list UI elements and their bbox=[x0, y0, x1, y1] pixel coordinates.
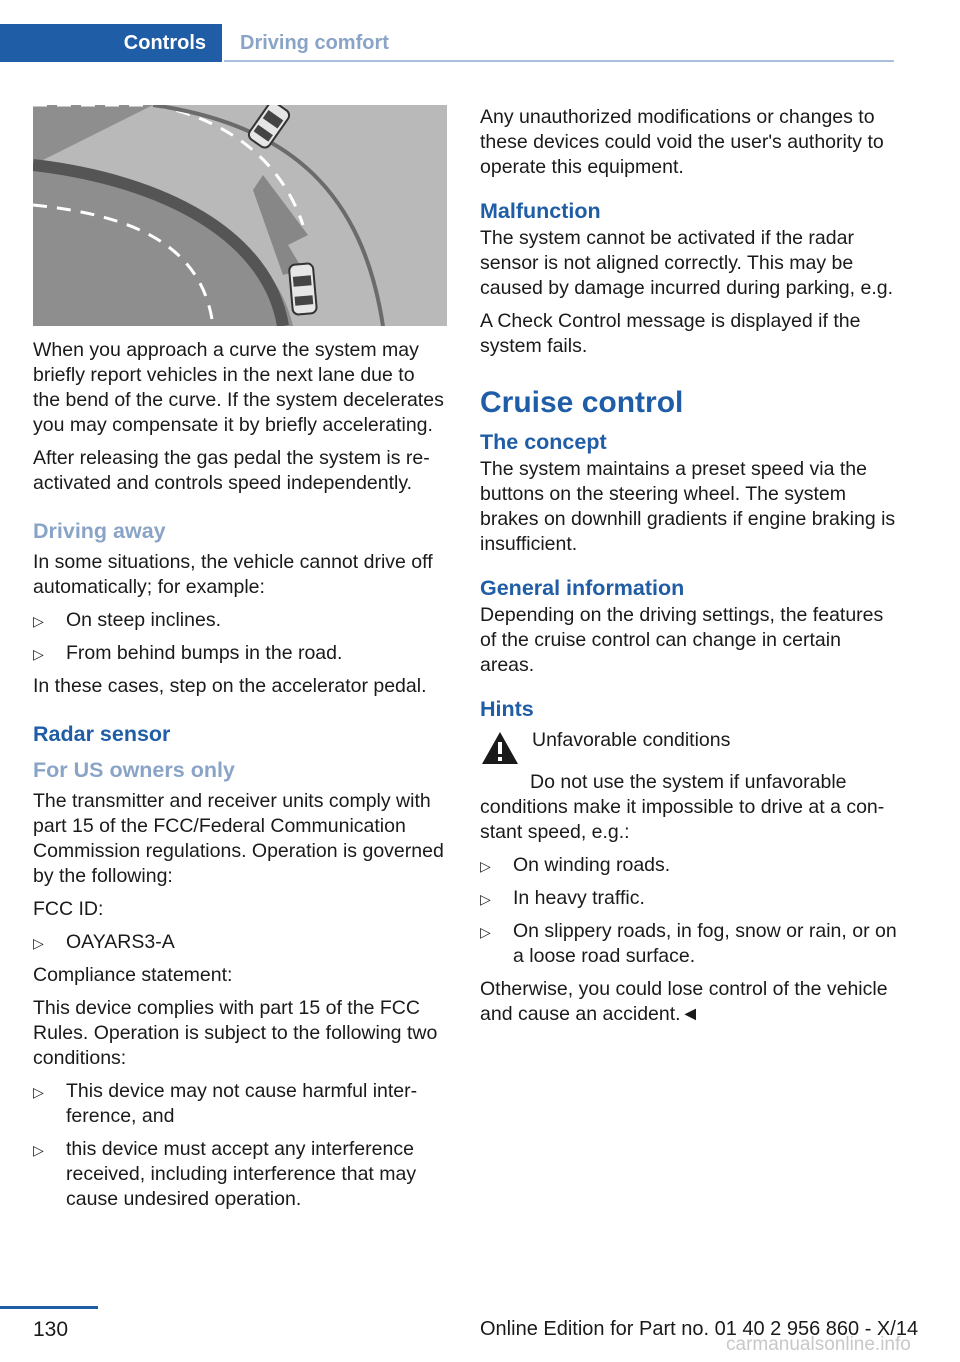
compliance-label: Compliance statement: bbox=[33, 964, 233, 986]
fcc-id-list bbox=[33, 930, 447, 955]
car-own-icon bbox=[289, 263, 317, 315]
list-item: ▷ On winding roads. bbox=[480, 853, 898, 878]
list-item: ▷ this device must accept any interference received, including interference that may cause undesired operation. bbox=[33, 1138, 417, 1210]
heading-cruise-control: Cruise control bbox=[480, 386, 684, 419]
heading-concept: The concept bbox=[480, 430, 607, 454]
edition-text: Online Edition for Part no. 01 40 2 956 860 - X/14 bbox=[480, 1318, 919, 1340]
accelerator-paragraph: In these cases, step on the accelerator pedal. bbox=[33, 675, 427, 697]
list-item: ▷ From behind bumps in the road. bbox=[33, 641, 447, 666]
list-item: ▷ On steep inclines. bbox=[33, 608, 447, 633]
right-column bbox=[480, 105, 898, 1035]
compliance-paragraph: This device complies with part 15 of the FCC Rules. Operation is subject to the following two conditions: bbox=[33, 997, 438, 1069]
list-item: ▷ This device may not cause harmful interference, and bbox=[33, 1080, 418, 1127]
heading-hints: Hints bbox=[480, 697, 534, 721]
section-tab-driving-comfort: Driving comfort bbox=[240, 31, 389, 54]
header-divider bbox=[224, 60, 894, 62]
list-item: ▷ In heavy traffic. bbox=[480, 886, 898, 911]
check-control-paragraph: A Check Control message is displayed if the system fails. bbox=[480, 310, 861, 357]
fcc-id-label: FCC ID: bbox=[33, 898, 104, 920]
hints-list bbox=[480, 853, 898, 969]
concept-paragraph: The system maintains a preset speed via the buttons on the steering wheel. The system brakes on downhill gradients if engine braking is insufficient. bbox=[480, 458, 896, 555]
driving-away-list bbox=[33, 608, 447, 666]
watermark: carmanualsonline.info bbox=[726, 1334, 911, 1355]
warning-title: Unfavorable conditions bbox=[532, 729, 731, 751]
warning-paragraph: Do not use the system if unfavorable conditions make it impossible to drive at a constant speed, e.g.: bbox=[480, 771, 885, 843]
driving-away-paragraph: In some situations, the vehicle cannot drive off automatically; for example: bbox=[33, 551, 433, 598]
list-item: ▷ OAYARS3-A bbox=[33, 930, 447, 955]
left-column bbox=[33, 105, 447, 1220]
warning-block bbox=[480, 728, 898, 766]
page-number: 130 bbox=[33, 1318, 69, 1341]
triangle-right-icon: ▷ bbox=[33, 1142, 44, 1158]
heading-general-information: General information bbox=[480, 576, 685, 600]
curve-lane-illustration bbox=[33, 105, 447, 326]
heading-malfunction: Malfunction bbox=[480, 199, 601, 223]
modifications-paragraph: Any unauthorized modifications or changes to these devices could void the user's authority to operate this equipment. bbox=[480, 106, 884, 178]
page-header bbox=[0, 0, 960, 64]
curve-paragraph: When you approach a curve the system may briefly report vehicles in the next lane due to the bend of the curve. If the system decelerates you may compensate it by briefly accelerating. bbox=[33, 339, 444, 436]
compliance-list bbox=[33, 1079, 447, 1212]
triangle-right-icon: ▷ bbox=[33, 1084, 44, 1100]
triangle-right-icon: ▷ bbox=[33, 935, 44, 951]
reactivation-paragraph: After releasing the gas pedal the system is reactivated and controls speed independently. bbox=[33, 447, 430, 494]
general-paragraph: Depending on the driving settings, the features of the cruise control can change in certain areas. bbox=[480, 604, 884, 676]
section-tab-controls: Controls bbox=[0, 24, 222, 62]
warning-triangle-icon bbox=[480, 730, 520, 766]
heading-radar-sensor: Radar sensor bbox=[33, 722, 171, 746]
triangle-right-icon: ▷ bbox=[480, 891, 491, 907]
triangle-right-icon: ▷ bbox=[480, 858, 491, 874]
triangle-right-icon: ▷ bbox=[480, 924, 491, 940]
accident-warning-paragraph: Otherwise, you could lose control of the vehicle and cause an accident.◄ bbox=[480, 978, 888, 1025]
footer-divider bbox=[0, 1306, 98, 1309]
fcc-paragraph: The transmitter and receiver units comply with part 15 of the FCC/Federal Communication Commission regulations. Operation is governed by the following: bbox=[33, 790, 444, 887]
heading-driving-away: Driving away bbox=[33, 519, 166, 543]
triangle-right-icon: ▷ bbox=[33, 646, 44, 662]
malfunction-paragraph: The system cannot be activated if the radar sensor is not aligned correctly. This may be caused by damage incurred during parking, e.g. bbox=[480, 227, 894, 299]
heading-us-owners: For US owners only bbox=[33, 758, 235, 782]
list-item: ▷ On slippery roads, in fog, snow or rain, or on a loose road surface. bbox=[480, 920, 897, 967]
triangle-right-icon: ▷ bbox=[33, 613, 44, 629]
